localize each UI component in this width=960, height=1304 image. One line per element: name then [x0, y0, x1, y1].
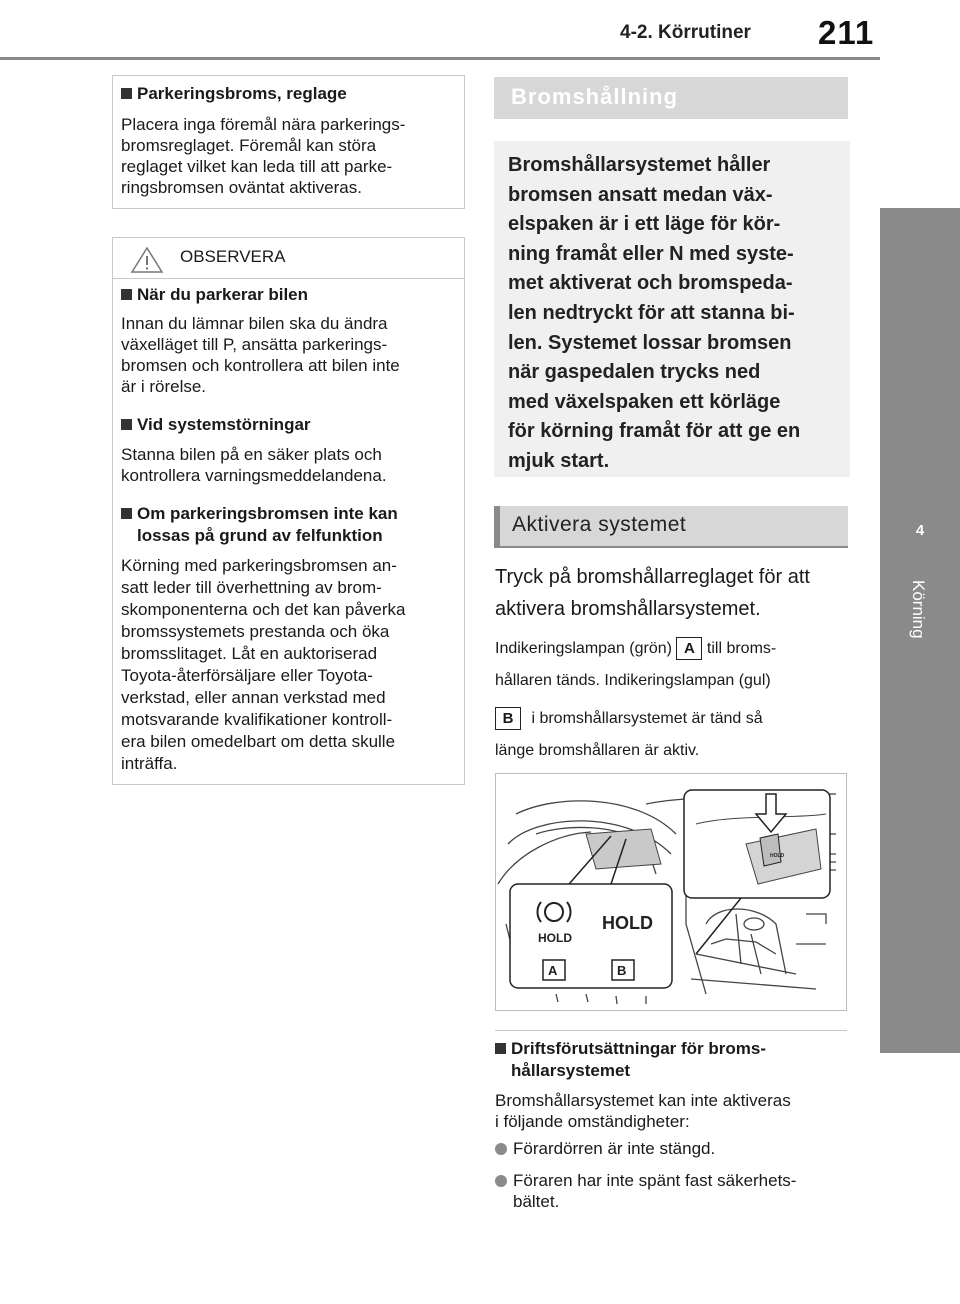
- section-title-brake-hold: Bromshållning: [494, 77, 848, 119]
- hold-icon-text: HOLD: [538, 931, 572, 945]
- caution-section-heading: Vid systemstörningar: [121, 414, 311, 436]
- section-header: 4-2. Körrutiner: [620, 22, 751, 43]
- indicator-description: Indikeringslampan (grön) A till broms- hållaren tänds. Indikeringslampan (gul) B i bromshållarsystemet är tänd så länge bromshållaren är aktiv.: [495, 633, 855, 767]
- chapter-number: 4: [915, 522, 925, 539]
- dashboard-drawing: [496, 774, 846, 1010]
- divider: [495, 1030, 847, 1031]
- round-bullet-icon: [495, 1143, 507, 1155]
- chapter-name: [908, 580, 932, 680]
- square-bullet-icon: [495, 1043, 506, 1054]
- square-bullet-icon: [121, 289, 132, 300]
- button-hold-text: HOLD: [770, 853, 785, 859]
- intro-text: Bromshållarsystemet håller bromsen ansatt medan väx- elspaken är i ett läge för kör- ning framåt eller N med syste- met aktiverat och bromspeda- len nedtryckt för att stanna bi- len. Systemet lossar bromsen när gaspedalen trycks ned med växelspaken ett körläge för körning framåt för att ge en mjuk start.: [508, 154, 801, 472]
- hold-text: HOLD: [602, 913, 653, 933]
- conditions-text: Bromshållarsystemet kan inte aktiveras i följande omständigheter:: [495, 1091, 791, 1131]
- square-bullet-icon: [121, 419, 132, 430]
- list-item: Förardörren är inte stängd.: [495, 1138, 715, 1159]
- dashboard-illustration: [495, 773, 847, 1011]
- caution-section-text: Innan du lämnar bilen ska du ändra växelläget till P, ansätta parkerings- bromsen och kontrollera att bilen inte är i rörelse.: [121, 314, 400, 396]
- caution-section-heading: Om parkeringsbromsen inte kan lossas på grund av felfunktion: [121, 503, 461, 547]
- intro-box: [494, 141, 850, 477]
- round-bullet-icon: [495, 1175, 507, 1187]
- caution-header-row: [113, 238, 464, 279]
- list-item: Föraren har inte spänt fast säkerhets- bältet.: [495, 1170, 796, 1212]
- illus-label-b: B: [617, 963, 627, 978]
- caution-section-text: Körning med parkeringsbromsen an- satt leder till överhettning av brom- skomponenterna och det kan påverka bromssystemets prestanda och öka bromsslitaget. Låt en auktoriserad Toyota-återförsäljare eller Toyota- verkstad, eller annan verkstad med motsvarande kvalifikationer kontroll- era bilen omedelbart om detta skulle inträffa.: [121, 556, 406, 773]
- caution-section-text: Stanna bilen på en säker plats och kontrollera varningsmeddelandena.: [121, 445, 387, 485]
- illus-label-a: A: [548, 963, 558, 978]
- page-number: 211: [818, 14, 875, 51]
- label-a-box: A: [676, 637, 702, 660]
- conditions-heading: Driftsförutsättningar för broms- hållarsystemet: [495, 1038, 850, 1082]
- caution-section-heading: När du parkerar bilen: [121, 284, 308, 306]
- info-box-heading: Parkeringsbroms, reglage: [121, 83, 347, 105]
- header-rule: [0, 57, 880, 60]
- activate-instruction: Tryck på bromshållarreglaget för att aktivera bromshållarsystemet.: [495, 566, 810, 620]
- chapter-name-text: Körning: [909, 580, 928, 639]
- square-bullet-icon: [121, 88, 132, 99]
- square-bullet-icon: [121, 508, 132, 519]
- warning-triangle-icon: [130, 246, 164, 274]
- label-b-box: B: [495, 707, 521, 730]
- info-box-text: Placera inga föremål nära parkerings- bromsreglaget. Föremål kan störa reglaget vilket kan leda till att parke- ringsbromsen oväntat aktiveras.: [121, 115, 406, 197]
- caution-label: OBSERVERA: [180, 247, 286, 266]
- section-title-activate: Aktivera systemet: [494, 506, 848, 548]
